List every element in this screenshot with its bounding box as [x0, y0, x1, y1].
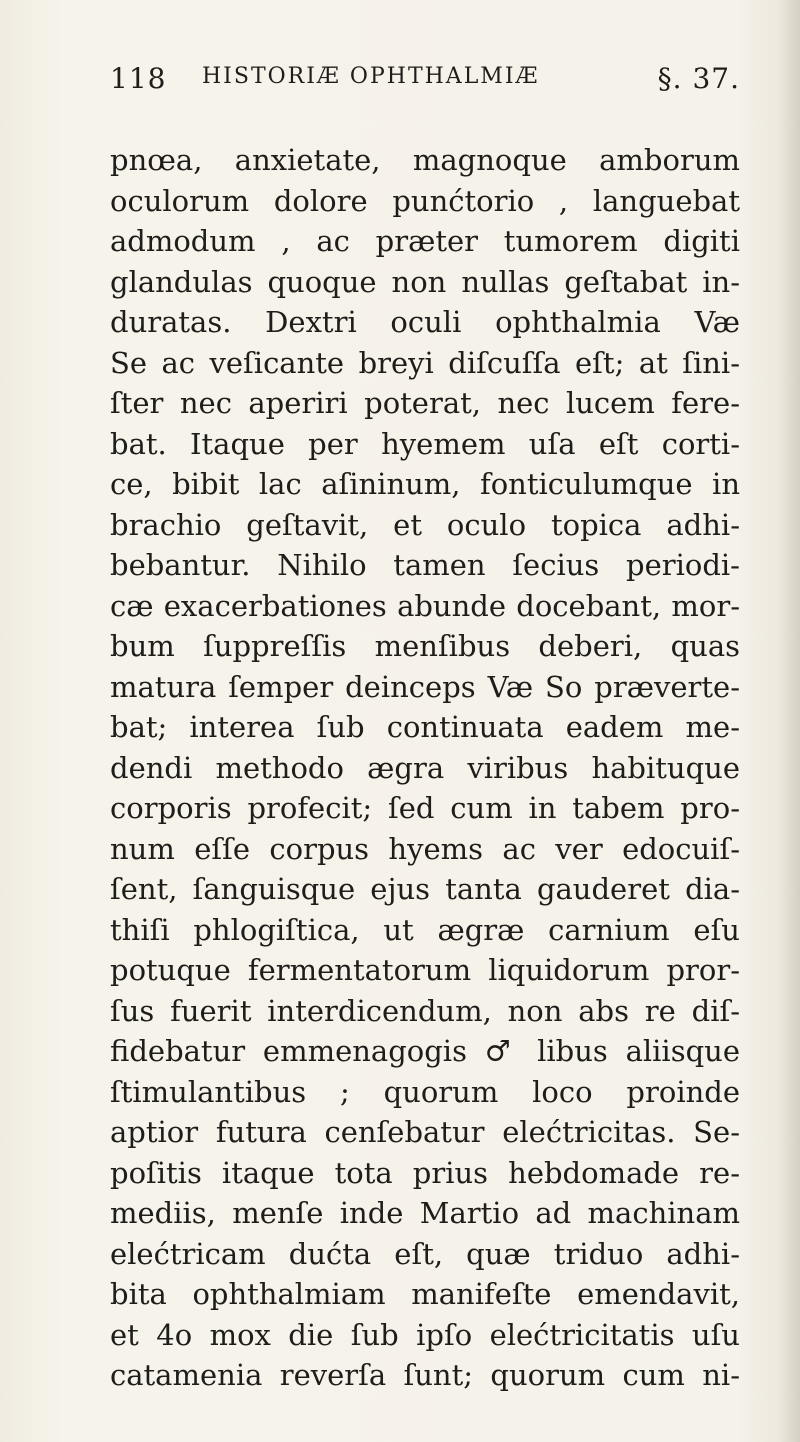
- text-line: et 4o mox die ſub ipſo elećtricitatis uſu: [110, 1317, 740, 1352]
- text-line: pnœa, anxietate, magnoque amborum: [110, 143, 740, 177]
- text-line: elećtricam dućta eſt, quæ triduo adhi-: [110, 1236, 740, 1271]
- body-text: [110, 140, 740, 1396]
- text-line: bat. Itaque per hyemem uſa eſt corti-: [110, 426, 740, 461]
- text-line: mediis, menſe inde Martio ad machinam: [110, 1196, 740, 1230]
- text-line: bat; interea ſub continuata eadem me-: [110, 710, 740, 744]
- page-edge-shadow: [778, 0, 800, 1442]
- text-line: ſtimulantibus ; quorum loco proinde: [110, 1074, 740, 1109]
- text-line: thiſi phlogiſtica, ut ægræ carnium eſu: [110, 912, 740, 947]
- text-line: ce, bibit lac aſininum, fonticulumque in: [110, 467, 740, 501]
- text-line: Se ac veſicante breyi diſcuſſa eſt; at ſini-: [110, 345, 740, 380]
- text-line: cæ exacerbationes abunde docebant, mor-: [110, 588, 740, 623]
- text-line: bebantur. Nihilo tamen ſecius periodi-: [110, 548, 740, 582]
- page-number: 118: [110, 62, 167, 95]
- text-line: ſter nec aperiri poterat, nec lucem fere-: [110, 386, 740, 420]
- text-line: admodum , ac præter tumorem digiti: [110, 224, 740, 258]
- text-line: bita ophthalmiam manifeſte emendavit,: [110, 1277, 740, 1311]
- text-line: brachio geſtavit, et oculo topica adhi-: [110, 507, 740, 542]
- text-line: fidebatur emmenagogis ♂ libus aliisque: [110, 1034, 740, 1068]
- text-line: glandulas quoque non nullas geſtabat in-: [110, 264, 740, 299]
- text-line: catamenia reverſa ſunt; quorum cum ni-: [110, 1358, 740, 1392]
- text-line: potuque fermentatorum liquidorum pror-: [110, 953, 740, 987]
- text-line: aptior futura cenſebatur elećtricitas. Se-: [110, 1115, 740, 1149]
- text-line: num eſſe corpus hyems ac ver edocuiſ-: [110, 831, 740, 866]
- section-number: §. 37.: [657, 62, 740, 95]
- text-line: ſus fuerit interdicendum, non abs re diſ-: [110, 993, 740, 1028]
- text-line: poſitis itaque tota prius hebdomade re-: [110, 1155, 740, 1190]
- text-line: ſent, ſanguisque ejus tanta gauderet dia-: [110, 872, 740, 906]
- running-header: [110, 62, 740, 122]
- text-line: matura ſemper deinceps Væ So præverte-: [110, 669, 740, 704]
- text-line: duratas. Dextri oculi ophthalmia Væ: [110, 305, 740, 339]
- text-line: bum ſuppreſſis menſibus deberi, quas: [110, 629, 740, 663]
- text-line: dendi methodo ægra viribus habituque: [110, 750, 740, 785]
- running-title: HISTORIÆ OPHTHALMIÆ: [202, 64, 540, 89]
- text-line: corporis profecit; ſed cum in tabem pro-: [110, 791, 740, 825]
- text-line: oculorum dolore punćtorio , languebat: [110, 183, 740, 218]
